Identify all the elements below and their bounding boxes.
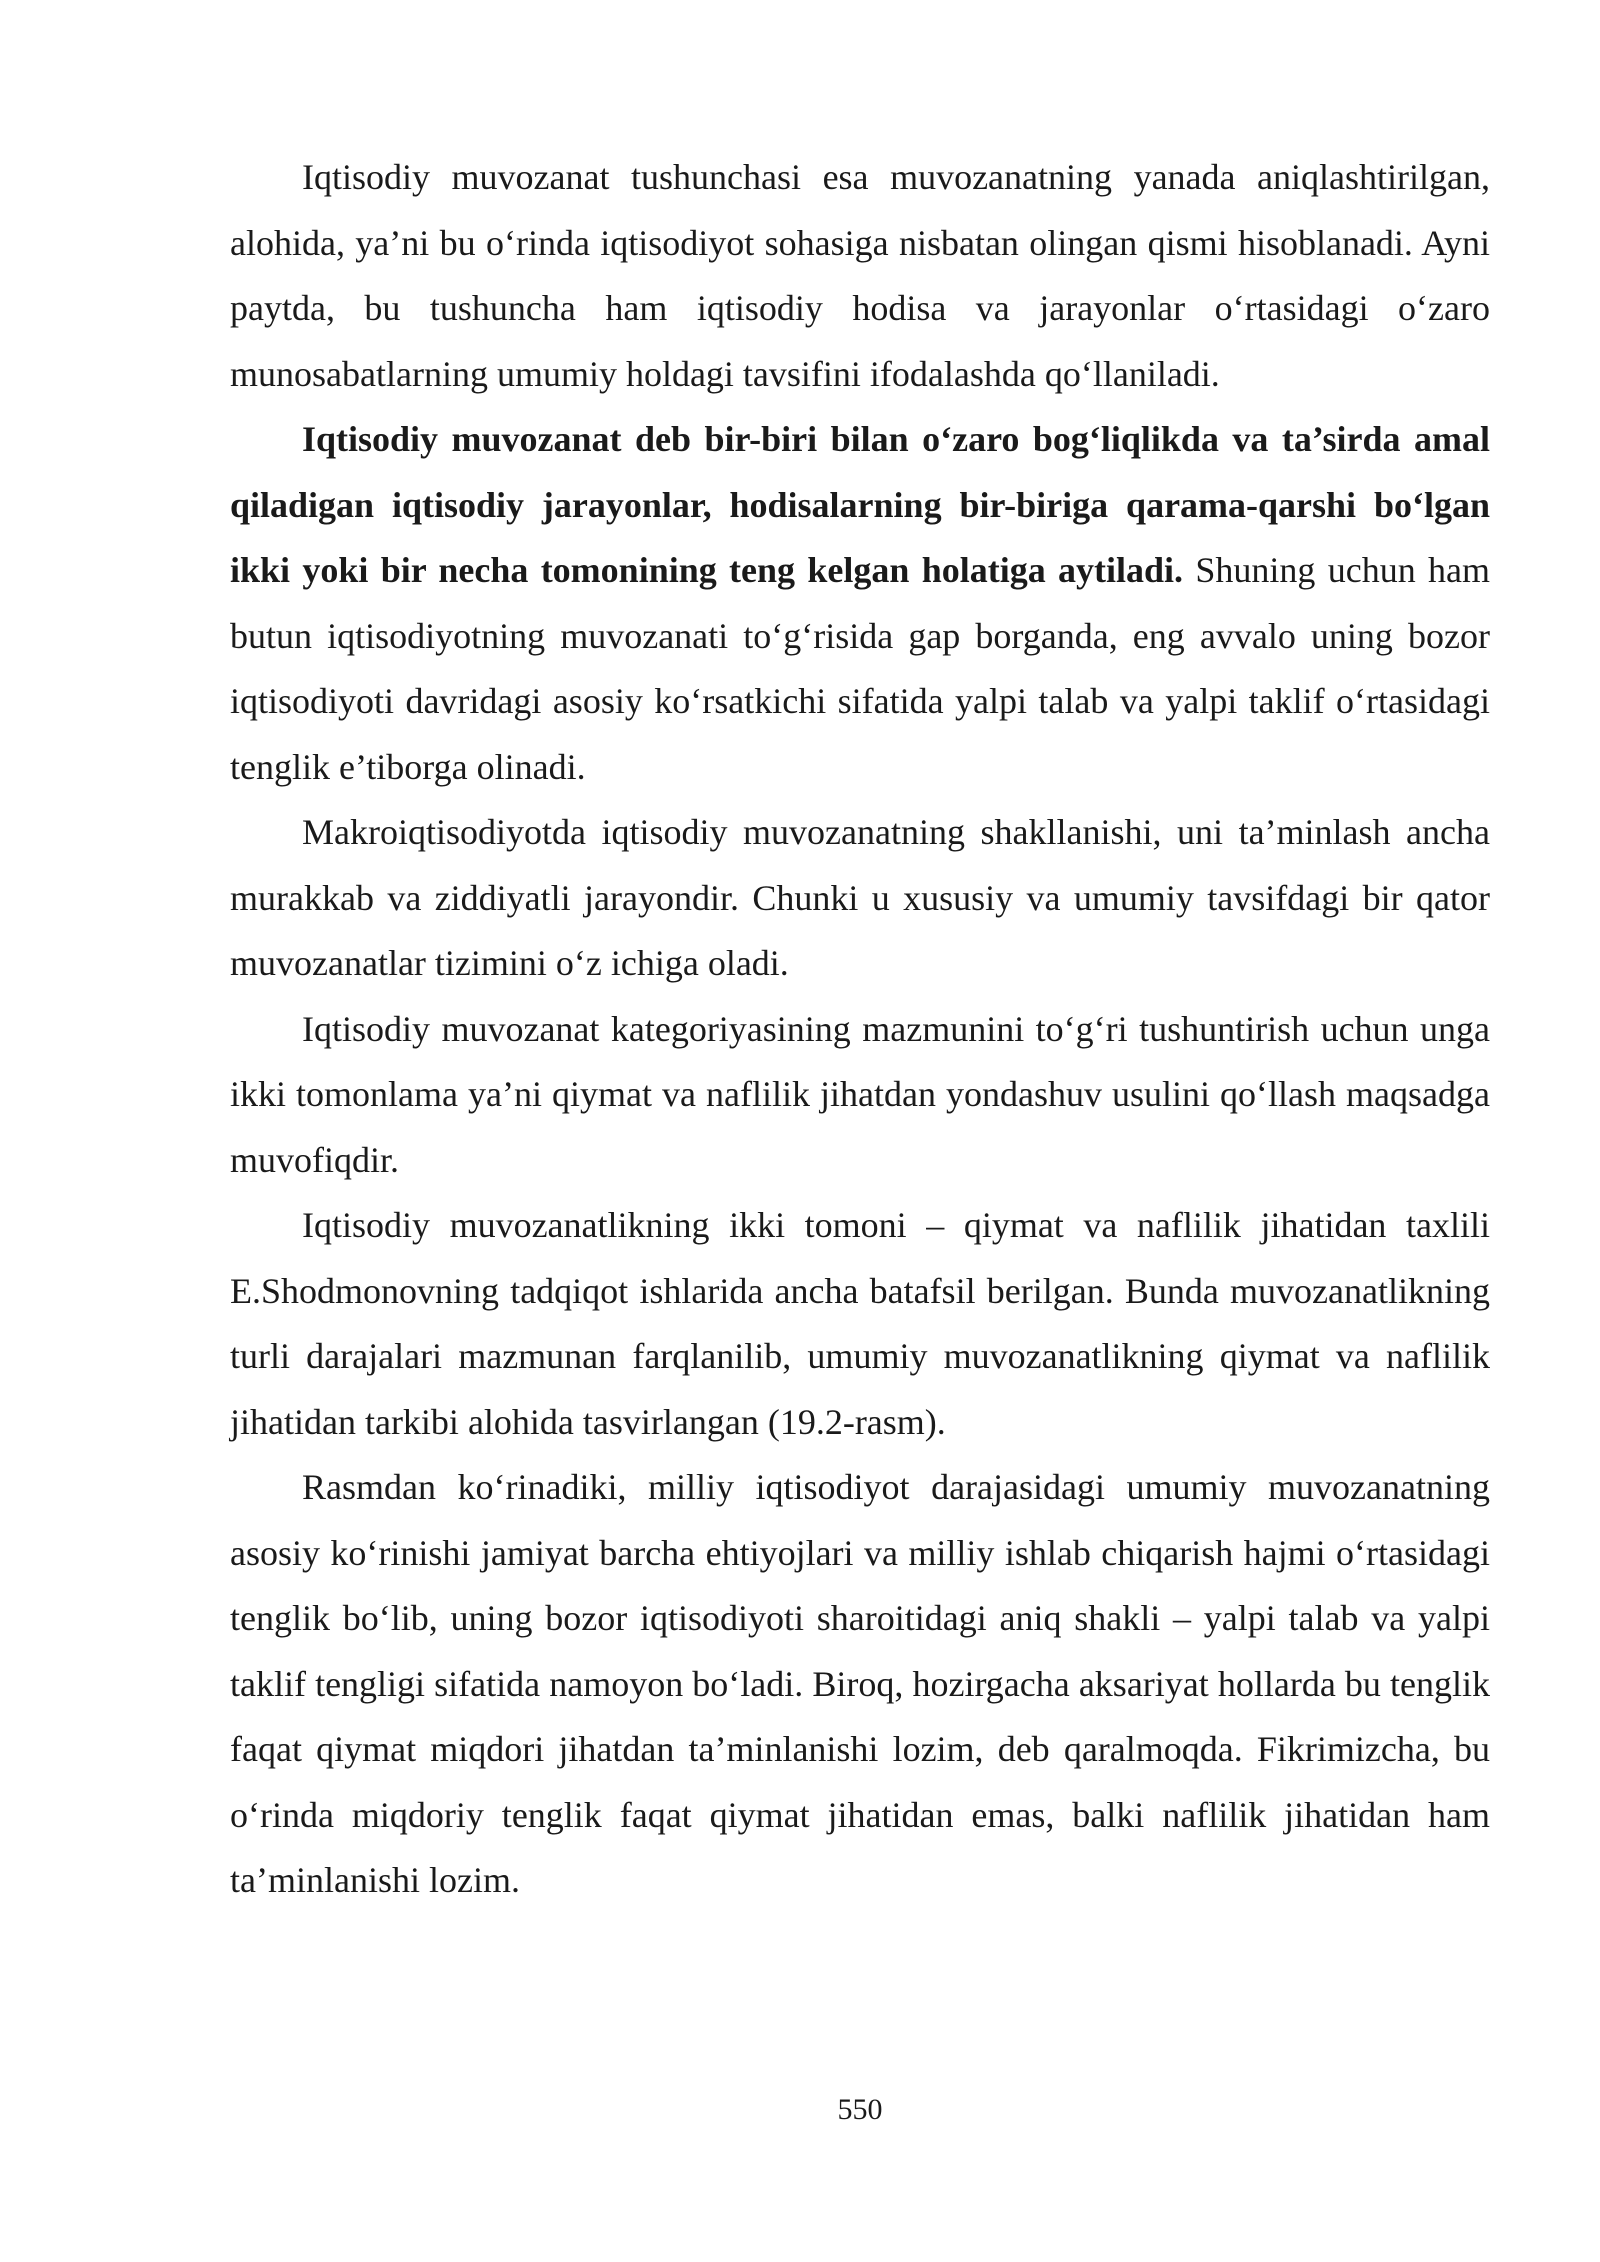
paragraph-1 — [230, 145, 1490, 407]
paragraph-4-text: Iqtisodiy muvozanat kategoriyasining mazmunini to‘g‘ri tushuntirish uchun unga ikki tomonlama ya’ni qiymat va naflilik jihatdan yondashuv usulini qo‘llash maqsadga muvofiqdir. — [230, 1008, 1490, 1180]
paragraph-2 — [230, 407, 1490, 800]
paragraph-4 — [230, 997, 1490, 1194]
page-body — [230, 145, 1490, 1914]
paragraph-5 — [230, 1193, 1490, 1455]
paragraph-2-bold: Iqtisodiy muvozanat deb bir-biri bilan o‘zaro bog‘liqlikda va ta’sirda amal qiladigan iqtisodiy jarayonlar, hodisalarning bir-biriga qarama-qarshi bo‘lgan ikki yoki bir necha tomonining teng kelgan holatiga aytiladi. — [230, 419, 1490, 590]
paragraph-1-text: Iqtisodiy muvozanat tushunchasi esa muvozanatning yanada aniqlashtirilgan, alohida, ya’ni bu o‘rinda iqtisodiyot sohasiga nisbatan olingan qismi hisoblanadi. Ayni paytda, bu tushuncha ham iqtisodiy hodisa va jarayonlar o‘rtasidagi o‘zaro munosabatlarning umumiy holdagi tavsifini ifodalashda qo‘llaniladi. — [230, 157, 1490, 394]
page-number: 550 — [837, 2093, 883, 2126]
paragraph-6 — [230, 1455, 1490, 1914]
paragraph-3 — [230, 800, 1490, 997]
paragraph-2-text: Shuning uchun ham butun iqtisodiyotning muvozanati to‘g‘risida gap borganda, eng avvalo uning bozor iqtisodiyoti davridagi asosiy ko‘rsatkichi sifatida yalpi talab va yalpi taklif o‘rtasidagi tenglik e’tiborga olinadi. — [230, 550, 1490, 787]
paragraph-3-text: Makroiqtisodiyotda iqtisodiy muvozanatning shakllanishi, uni ta’minlash ancha murakkab va ziddiyatli jarayondir. Chunki u xususiy va umumiy tavsifdagi bir qator muvozanatlar tizimini o‘z ichiga oladi. — [230, 812, 1490, 983]
paragraph-5-text: Iqtisodiy muvozanatlikning ikki tomoni – qiymat va naflilik jihatidan taxlili E.Shodmonovning tadqiqot ishlarida ancha batafsil berilgan. Bunda muvozanatlikning turli darajalari mazmunan farqlanilib, umumiy muvozanatlikning qiymat va naflilik jihatidan tarkibi alohida tasvirlangan (19.2-rasm). — [230, 1205, 1490, 1442]
paragraph-6-text: Rasmdan ko‘rinadiki, milliy iqtisodiyot darajasidagi umumiy muvozanatning asosiy ko‘rinishi jamiyat barcha ehtiyojlari va milliy ishlab chiqarish hajmi o‘rtasidagi tenglik bo‘lib, uning bozor iqtisodiyoti sharoitidagi aniq shakli – yalpi talab va yalpi taklif tengligi sifatida namoyon bo‘ladi. Biroq, hozirgacha aksariyat hollarda bu tenglik faqat qiymat miqdori jihatdan ta’minlanishi lozim, deb qaralmoqda. Fikrimizcha, bu o‘rinda miqdoriy tenglik faqat qiymat jihatidan emas, balki naflilik jihatidan ham ta’minlanishi lozim. — [230, 1467, 1490, 1900]
